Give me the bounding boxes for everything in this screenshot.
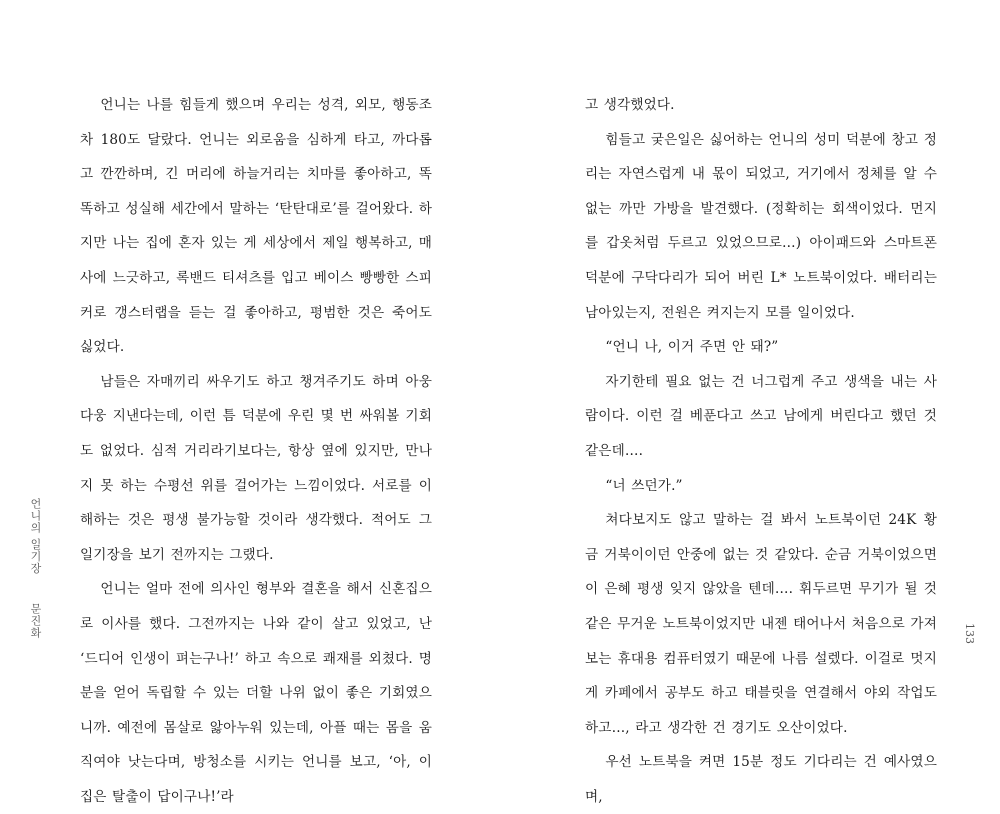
- paragraph: 언니는 나를 힘들게 했으며 우리는 성격, 외모, 행동조차 180도 달랐다. 언니는 외로움을 심하게 타고, 까다롭고 깐깐하며, 긴 머리에 하늘거리는 치마를 좋아하고, 똑똑하고 성실해 세간에서 말하는 ‘탄탄대로’를 걸어왔다. 하지만 나는 집에 혼자 있는 게 세상에서 제일 행복하고, 매사에 느긋하고, 록밴드 티셔츠를 입고 베이스 빵빵한 스피커로 갱스터랩을 듣는 걸 좋아하고, 평범한 것은 죽어도 싫었다.: [80, 97, 432, 356]
- running-head-book-title: 언니의 일기장: [29, 498, 42, 575]
- paragraph: 자기한테 필요 없는 건 너그럽게 주고 생색을 내는 사람이다. 이런 걸 베푼다고 쓰고 남에게 버린다고 했던 것 같은데….: [585, 373, 937, 459]
- paragraph: 남들은 자매끼리 싸우기도 하고 챙겨주기도 하며 아웅다웅 지낸다는데, 이런 틈 덕분에 우린 몇 번 싸워볼 기회도 없었다. 심적 거리라기보다는, 항상 옆에 있지만, 만나지 못 하는 수평선 위를 걸어가는 느낌이었다. 서로를 이해하는 것은 평생 불가능할 것이라 생각했다. 적어도 그 일기장을 보기 전까지는 그랬다.: [80, 373, 432, 563]
- left-page-text: [80, 88, 432, 814]
- paragraph: 고 생각했었다.: [585, 97, 675, 113]
- paragraph: “언니 나, 이거 주면 안 돼?”: [605, 339, 779, 356]
- paragraph: 힘들고 궂은일은 싫어하는 언니의 성미 덕분에 창고 정리는 자연스럽게 내 몫이 되었고, 거기에서 정체를 알 수 없는 까만 가방을 발견했다. (정확히는 회색이었다. 먼지를 갑옷처럼 두르고 있었으므로…) 아이패드와 스마트폰 덕분에 구닥다리가 되어 버린 L* 노트북이었다. 배터리는 남아있는지, 전원은 켜지는지 모를 일이었다.: [585, 131, 937, 321]
- page-number: 133: [963, 622, 976, 644]
- running-head-author: 문진화: [29, 603, 42, 639]
- paragraph: 우선 노트북을 켜면 15분 정도 기다리는 건 예사였으며,: [585, 754, 937, 805]
- paragraph: 언니는 얼마 전에 의사인 형부와 결혼을 해서 신혼집으로 이사를 했다. 그전까지는 나와 같이 살고 있었고, 난 ‘드디어 인생이 펴는구나!’ 하고 속으로 쾌재를 외쳤다. 명분을 얻어 독립할 수 있는 더할 나위 없이 좋은 기회였으니까. 예전에 몸살로 앓아누워 있는데, 아플 때는 몸을 움직여야 낫는다며, 방청소를 시키는 언니를 보고, ‘아, 이 집은 탈출이 답이구나!’라: [80, 581, 432, 805]
- right-page: [500, 0, 1000, 805]
- paragraph: 쳐다보지도 않고 말하는 걸 봐서 노트북이던 24K 황금 거북이이던 안중에 없는 것 같았다. 순금 거북이었으면 이 은혜 평생 잊지 않았을 텐데…. 휘두르면 무기가 될 것 같은 무거운 노트북이었지만 내젠 태어나서 처음으로 가져보는 휴대용 컴퓨터였기 때문에 나름 설렜다. 이걸로 멋지게 카페에서 공부도 하고 태블릿을 연결해서 야외 작업도 하고…, 라고 생각한 건 경기도 오산이었다.: [585, 512, 937, 736]
- running-head: [28, 498, 42, 639]
- left-page: [0, 0, 500, 805]
- right-page-text: [585, 88, 937, 814]
- paragraph: “너 쓰던가.”: [605, 477, 683, 494]
